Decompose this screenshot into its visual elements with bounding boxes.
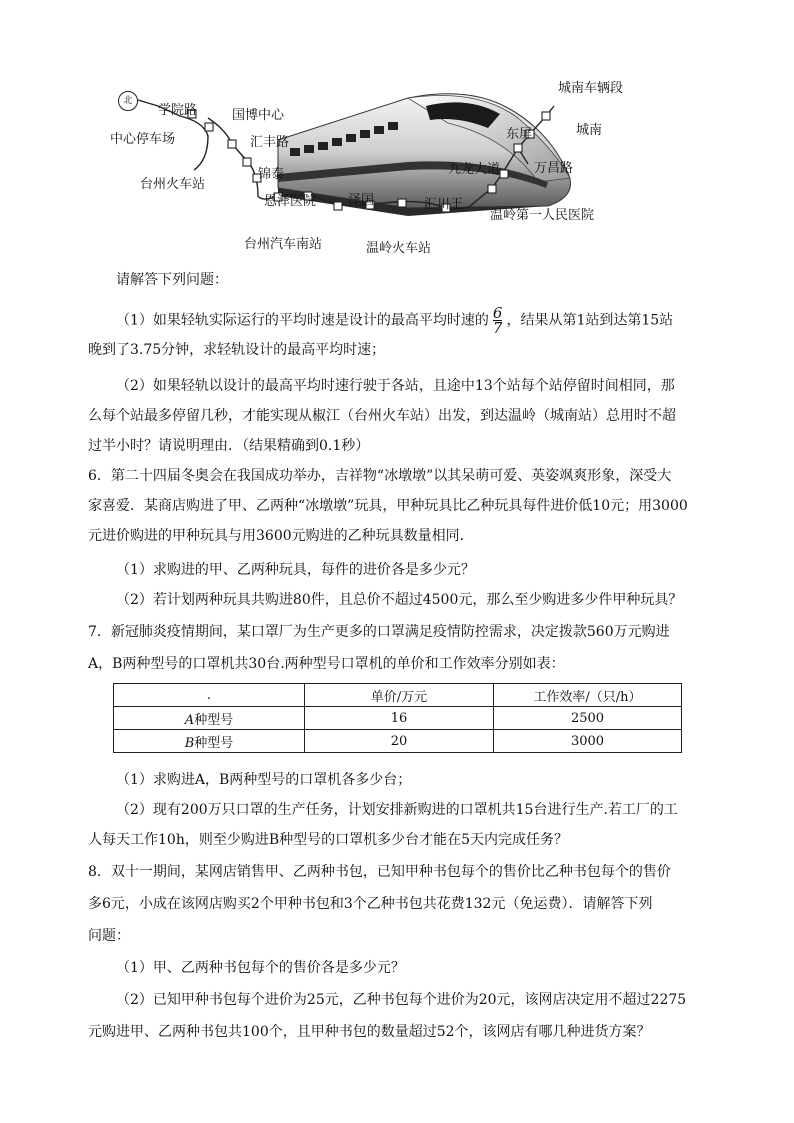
station-label: 中心停车场	[110, 132, 176, 147]
table-row	[114, 730, 682, 753]
station-label: 台州汽车南站	[244, 237, 323, 252]
table-header-cell: 工作效率/（只/h）	[494, 684, 682, 707]
north-compass-icon	[118, 91, 138, 111]
fraction	[493, 306, 503, 335]
rail-map-figure	[108, 78, 628, 263]
table-cell: 16	[305, 707, 494, 730]
station-label: 泽国	[348, 193, 375, 208]
station-label: 恩泽医院	[264, 194, 317, 209]
fraction-denominator: 7	[492, 319, 503, 337]
q8-sub2-line2: 元购进甲、乙两种书包共100个，且甲种书包的数量超过52个，该网店有哪几种进货方案？	[88, 1024, 651, 1040]
table-row	[114, 707, 682, 730]
q5-part2-line3: 过半小时？请说明理由．（结果精确到0.1秒）	[88, 438, 370, 454]
table-header-cell: 单价/万元	[305, 684, 494, 707]
q6-line3: 元进价购进的甲种玩具与用3600元购进的乙种玩具数量相同．	[88, 528, 474, 544]
q5-part1-text-b: ，结果从第1站到达第15站	[506, 312, 674, 329]
model-suffix: 种型号	[194, 735, 234, 751]
q5-part2-line2: 么每个站最多停留几秒，才能实现从椒江（台州火车站）出发，到达温岭（城南站）总用时不超	[88, 408, 676, 424]
table-cell	[114, 730, 305, 753]
station-label: 温岭第一人民医院	[490, 208, 595, 223]
station-label: 城南	[576, 123, 603, 138]
q8-line3: 问题：	[88, 928, 130, 944]
q6-line2: 家喜爱．某商店购进了甲、乙两种“冰墩墩”玩具，甲种玩具比乙种玩具每件进价低10元；用3000	[88, 498, 688, 514]
q7-sub2-line2: 人每天工作10h，则至少购进B种型号的口罩机多少台才能在5天内完成任务？	[88, 832, 569, 848]
model-letter: B	[184, 735, 195, 751]
station-label: 台州火车站	[140, 177, 206, 192]
station-label: 锦泰	[258, 167, 285, 182]
q5-part1-text-a: （1）如果轻轨实际运行的平均时速是设计的最高平均时速的	[116, 312, 489, 329]
q8-sub1: （1）甲、乙两种书包每个的售价各是多少元？	[116, 960, 405, 976]
q7-line2: A，B两种型号的口罩机共30台.两种型号口罩机的单价和工作效率分别如表：	[88, 656, 565, 672]
q8-line2: 多6元，小成在该网店购买2个甲种书包和3个乙种书包共花费132元（免运费）．请解答下列	[88, 896, 653, 912]
q6-line1: 6．第二十四届冬奥会在我国成功举办，吉祥物“冰墩墩”以其呆萌可爱、英姿飒爽形象，深受大	[88, 468, 672, 484]
station-label: 学院路	[158, 103, 198, 118]
q6-sub1: （1）求购进的甲、乙两种玩具，每件的进价各是多少元？	[116, 562, 475, 578]
north-label: 北	[123, 96, 133, 106]
station-label: 九龙大道	[448, 162, 501, 177]
station-label: 汇丰路	[250, 135, 290, 150]
q8-line1: 8．双十一期间，某网店销售甲、乙两种书包，已知甲种书包每个的售价比乙种书包每个的售价	[88, 864, 671, 880]
table-cell: 2500	[494, 707, 682, 730]
q5-part2-line1: （2）如果轻轨以设计的最高平均时速行驶于各站，且途中13个站每个站停留时间相同，那	[116, 378, 675, 394]
q7-sub2-line1: （2）现有200万只口罩的生产任务，计划安排新购进的口罩机共15台进行生产.若工厂的工	[116, 802, 678, 818]
table-header-row	[114, 684, 682, 707]
q6-sub2: （2）若计划两种玩具共购进80件，且总价不超过4500元，那么至少购进多少件甲种玩具？	[116, 592, 683, 608]
q5-part1-line2: 晚到了3.75分钟，求轻轨设计的最高平均时速；	[88, 342, 386, 358]
machine-table	[113, 683, 682, 753]
model-letter: A	[184, 712, 195, 728]
q5-intro: 请解答下列问题：	[116, 272, 228, 288]
station-label: 城南车辆段	[558, 81, 624, 96]
table-cell	[114, 707, 305, 730]
fraction-numerator: 6	[492, 304, 503, 322]
station-label: 国博中心	[232, 108, 285, 123]
station-label: 温岭火车站	[366, 241, 432, 256]
q7-line1: 7．新冠肺炎疫情期间，某口罩厂为生产更多的口罩满足疫情防控需求，决定拨款560万元购进	[88, 624, 670, 640]
q5-part1-line1	[116, 306, 673, 335]
q7-sub1: （1）求购进A，B两种型号的口罩机各多少台；	[116, 772, 412, 788]
station-label: 万昌路	[534, 161, 574, 176]
table-cell: 20	[305, 730, 494, 753]
q8-sub2-line1: （2）已知甲种书包每个进价为25元，乙种书包每个进价为20元，该网店决定用不超过2275	[116, 992, 687, 1008]
model-suffix: 种型号	[194, 712, 234, 728]
station-label: 东屏	[506, 127, 533, 142]
station-label: 汇川王	[424, 197, 464, 212]
table-cell: 3000	[494, 730, 682, 753]
table-header-cell: .	[114, 684, 305, 707]
